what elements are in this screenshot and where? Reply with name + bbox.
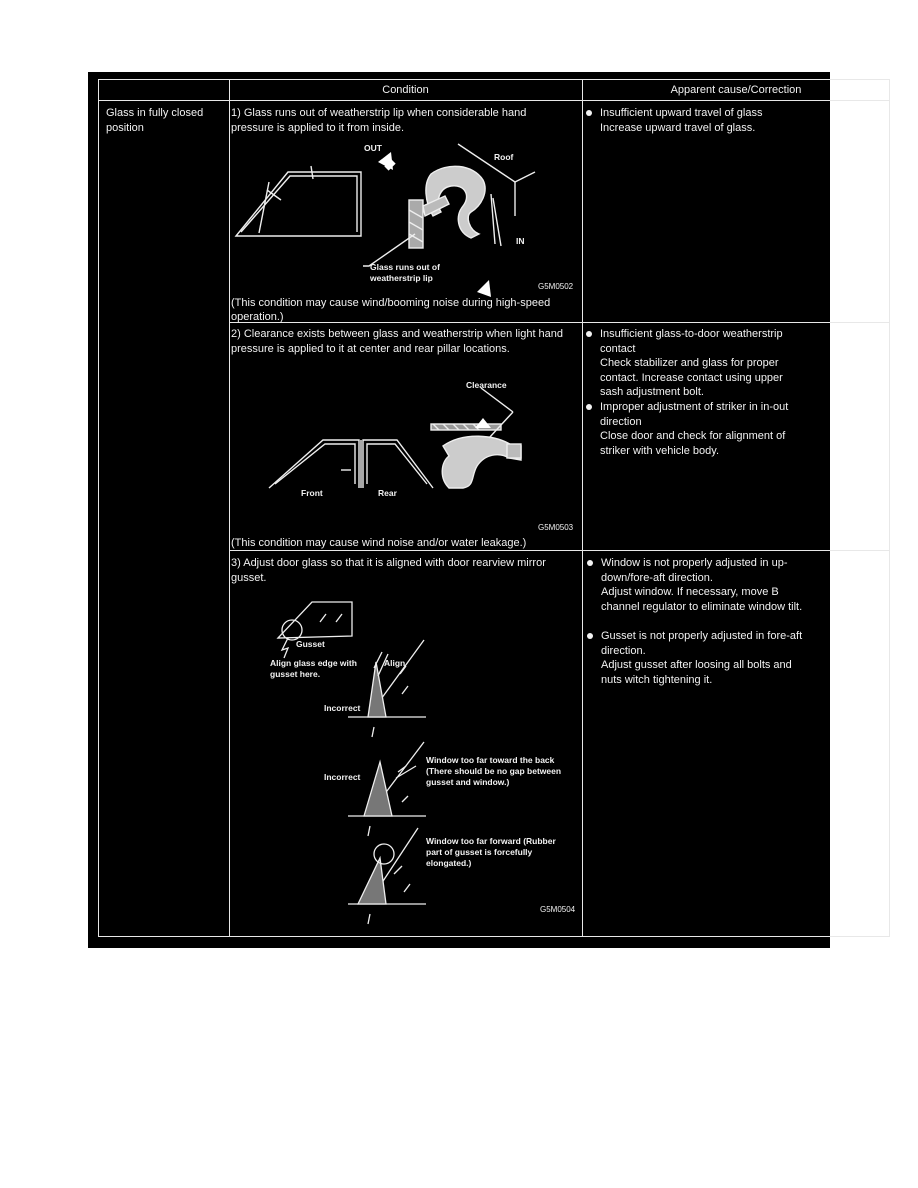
label-incorrect-1: Incorrect xyxy=(324,703,361,713)
column-divider-1 xyxy=(229,79,230,937)
condition-step-1: 1) Glass runs out of weatherstrip lip when considerable hand pressure is applied to it from inside. xyxy=(231,107,527,134)
cause-1-1 xyxy=(600,106,806,135)
bullet-icon xyxy=(586,404,592,410)
label-align-edge: Align glass edge with gusset here. xyxy=(270,658,357,679)
cause-2-2 xyxy=(600,400,806,458)
label-align: Align xyxy=(384,658,406,668)
bullet-icon xyxy=(586,110,592,116)
label-too-back: Window too far toward the back (There should be no gap between gusset and window.) xyxy=(426,755,562,787)
manual-page xyxy=(88,72,830,948)
header-cause: Apparent cause/Correction xyxy=(670,84,802,96)
condition-note-2: (This condition may cause wind noise and/or water leakage.) xyxy=(231,537,527,549)
label-out: OUT xyxy=(364,143,382,153)
condition-note-1: (This condition may cause wind/booming noise during high-speed operation.) xyxy=(231,297,551,323)
cause-2-1 xyxy=(600,327,806,400)
cause-correction: Adjust gusset after loosing all bolts and nuts witch tightening it. xyxy=(601,659,792,686)
label-front: Front xyxy=(301,488,323,498)
symptom-cell: Glass in fully closed position xyxy=(106,107,204,134)
row-divider-2 xyxy=(229,550,890,551)
cause-3-1 xyxy=(601,556,807,614)
header-divider xyxy=(98,100,890,101)
cause-correction: Check stabilizer and glass for proper contact. Increase contact using upper sash adjustment bolt. xyxy=(600,357,783,398)
bullet-icon xyxy=(587,633,593,639)
cause-title: Window is not properly adjusted in up-down/fore-aft direction. xyxy=(601,557,788,584)
bullet-icon xyxy=(586,331,592,337)
cause-correction: Adjust window. If necessary, move B channel regulator to eliminate window tilt. xyxy=(601,586,803,613)
label-rear: Rear xyxy=(378,488,397,498)
label-clearance: Clearance xyxy=(466,380,507,390)
condition-step-3: 3) Adjust door glass so that it is aligned with door rearview mirror gusset. xyxy=(231,557,546,584)
figure-code-1: G5M0502 xyxy=(538,282,574,291)
label-in: IN xyxy=(516,236,525,246)
diagram-clearance xyxy=(263,382,563,502)
label-runs-out: Glass runs out of weatherstrip lip xyxy=(370,262,440,283)
cause-3-2 xyxy=(601,629,807,687)
header-condition: Condition xyxy=(382,84,429,96)
label-too-forward: Window too far forward (Rubber part of gusset is forcefully elongated.) xyxy=(426,836,556,868)
cause-title: Insufficient glass-to-door weatherstrip contact xyxy=(600,328,783,355)
label-gusset: Gusset xyxy=(296,639,325,649)
cause-title: Insufficient upward travel of glass xyxy=(600,107,763,119)
figure-code-2: G5M0503 xyxy=(538,523,574,532)
cause-title: Improper adjustment of striker in in-out direction xyxy=(600,401,789,428)
figure-code-3: G5M0504 xyxy=(540,905,576,914)
label-incorrect-2: Incorrect xyxy=(324,772,361,782)
cause-correction: Close door and check for alignment of striker with vehicle body. xyxy=(600,430,786,457)
label-roof: Roof xyxy=(494,152,514,162)
cause-correction: Increase upward travel of glass. xyxy=(600,121,756,134)
condition-step-2: 2) Clearance exists between glass and weatherstrip when light hand pressure is applied to it at center and rear pillar locations. xyxy=(231,328,564,355)
bullet-icon xyxy=(587,560,593,566)
cause-title: Gusset is not properly adjusted in fore-aft direction. xyxy=(601,630,803,657)
